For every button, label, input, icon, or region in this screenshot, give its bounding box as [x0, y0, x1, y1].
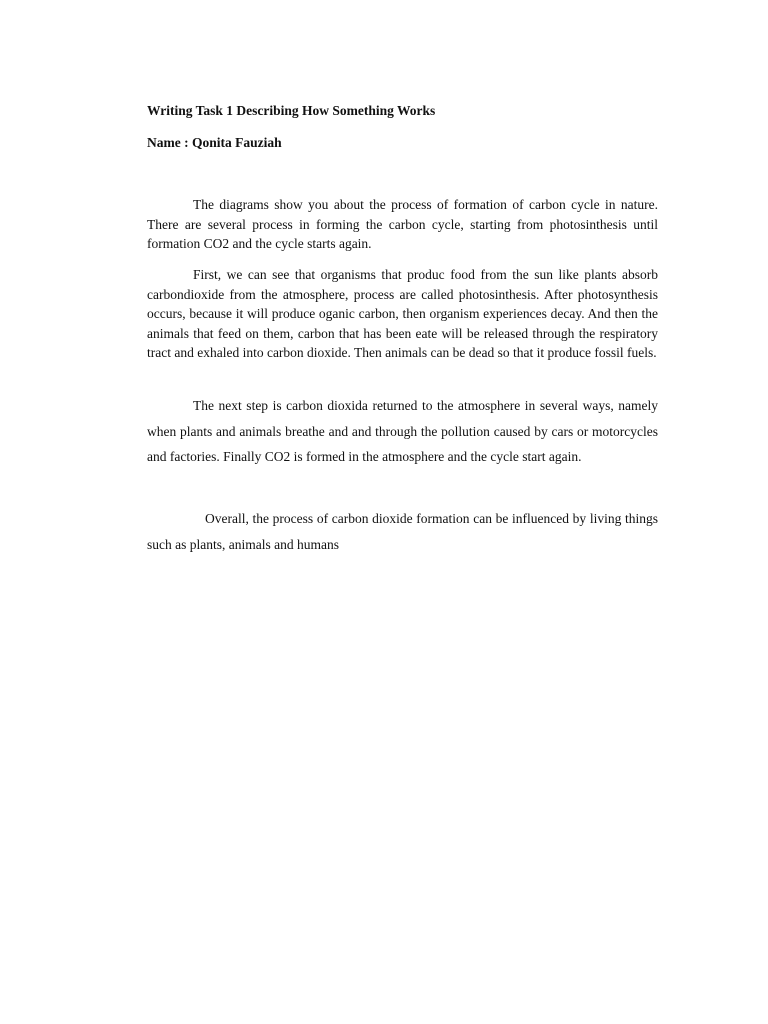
- paragraph-process-details: First, we can see that organisms that produc food from the sun like plants absorb carbondioxide from the atmosphere, process are called photosinthesis. After photosynthesis occurs, because it will produce oganic carbon, then organism experiences decay. And then the animals that feed on them, carbon that has been eate will be released through the respiratory tract and exhaled into carbon dioxide. Then animals can be dead so that it produce fossil fuels.: [147, 267, 658, 360]
- document-title: Writing Task 1 Describing How Something Works: [147, 103, 436, 118]
- author-name: Name : Qonita Fauziah: [147, 135, 282, 150]
- paragraph-overall: Overall, the process of carbon dioxide formation can be influenced by living things such as plants, animals and humans: [147, 511, 658, 552]
- paragraph-introduction: The diagrams show you about the process of formation of carbon cycle in nature. There are several process in forming the carbon cycle, starting from photosinthesis until formation CO2 and the cycle starts again.: [147, 197, 658, 251]
- paragraph-next-step: The next step is carbon dioxida returned to the atmosphere in several ways, namely when plants and animals breathe and and through the pollution caused by cars or motorcycles and factories. Finally CO2 is formed in the atmosphere and the cycle start again.: [147, 398, 658, 464]
